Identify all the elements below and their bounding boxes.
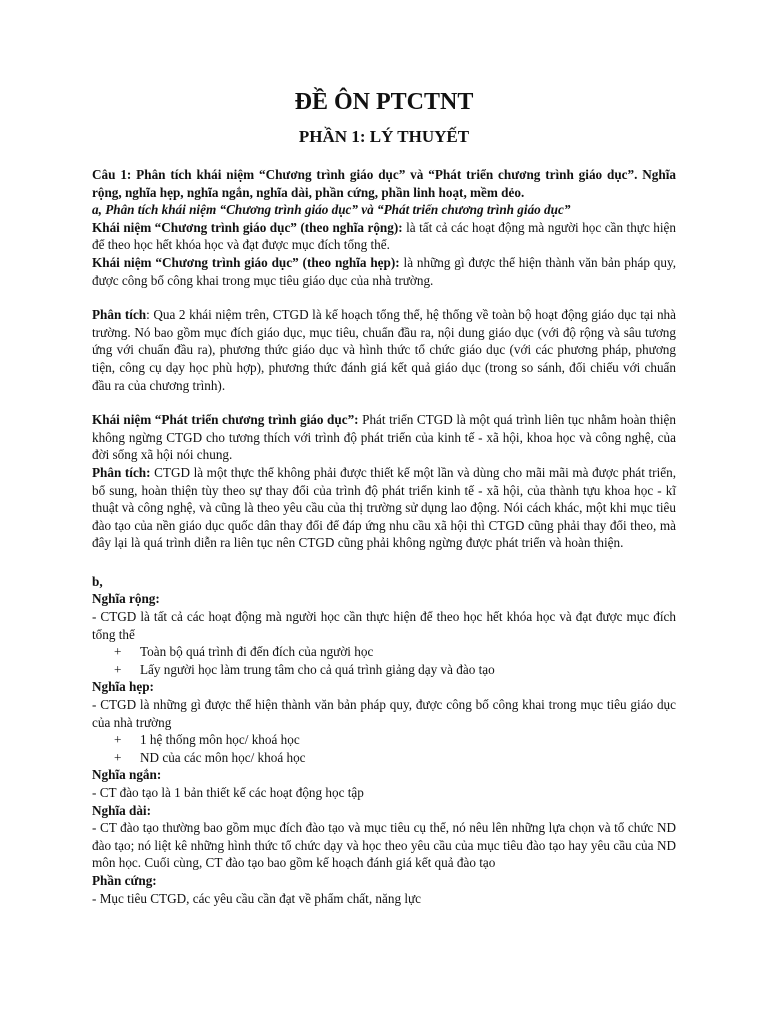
bullet-mark: +	[114, 732, 122, 748]
narrow-meaning-heading: Nghĩa hẹp:	[92, 679, 154, 695]
list-item-text: Lấy người học làm trung tâm cho cả quá trình giảng dạy và đào tạo	[140, 661, 495, 677]
development-text: Phát triển CTGD là một quá trình liên tục nhằm hoàn thiện không ngừng CTGD cho tương thích với trình độ phát triển của kinh tế - xã hội, khoa học và công nghệ, của đời sống xã hội nói chung.	[92, 412, 676, 463]
development-definition	[92, 411, 676, 464]
spacer	[92, 552, 676, 569]
bullet-mark: +	[114, 749, 122, 765]
analysis-text: : Qua 2 khái niệm trên, CTGD là kế hoạch tổng thể, hệ thống về toàn bộ hoạt động giáo dục tại nhà trường. Nó bao gồm mục đích giáo dục, mục tiêu, chuẩn đầu ra, nội dung giáo dục (với độ rộng và sâu tương ứng với chuẩn đầu ra), phương thức giáo dục và hình thức tổ chức giáo dục (với các phương pháp, phương tiện, công cụ dạy học phù hợp), phương thức đánh giá kết quả giáo dục (trong so sánh, đối chiếu với chuẩn đầu ra của chương trình).	[92, 307, 676, 393]
list-item	[92, 749, 676, 767]
list-item	[92, 643, 676, 661]
long-meaning-text: - CT đào tạo thường bao gồm mục đích đào tạo và mục tiêu cụ thể, nó nêu lên những lựa chọn và tổ chức ND đào tạo; nó liệt kê những hình thức tổ chức dạy và học theo yêu cầu của mục tiêu đào tạo hay yêu cầu của ND môn học. Cuối cùng, CT đào tạo bao gồm kế hoạch đánh giá kết quả đào tạo	[92, 820, 676, 871]
definition-narrow	[92, 254, 676, 289]
list-item	[92, 731, 676, 749]
broad-meaning-text: - CTGD là tất cả các hoạt động mà người học cần thực hiện để theo học hết khóa học và đạt được mục đích tổng thể	[92, 609, 676, 642]
long-meaning-heading: Nghĩa dài:	[92, 802, 151, 818]
definition-broad	[92, 219, 676, 254]
question-heading: Câu 1: Phân tích khái niệm “Chương trình giáo dục” và “Phát triển chương trình giáo dục”. Nghĩa rộng, nghĩa hẹp, nghĩa ngắn, nghĩa dài, phần cứng, phần linh hoạt, mềm dẻo.	[92, 167, 676, 200]
hard-part-heading: Phần cứng:	[92, 872, 157, 888]
development-label: Khái niệm “Phát triển chương trình giáo dục”:	[92, 412, 359, 428]
broad-meaning-heading: Nghĩa rộng:	[92, 591, 160, 607]
analysis-text: CTGD là một thực thể không phải được thiết kế một lần và dùng cho mãi mãi mà được phát triển, bổ sung, hoàn thiện tùy theo sự thay đổi của trình độ phát triển kinh tế - xã hội, của thành tựu khoa học - kĩ thuật và công nghệ, và cũng là theo yêu cầu của thị trường sử dụng lao động. Nói cách khác, một khi mục tiêu đào tạo của nền giáo dục quốc dân thay đổi để đáp ứng nhu cầu xã hội thì CTGD cũng phải thay đổi theo, mà đây lại là quá trình diễn ra liên tục nên CTGD cũng phải không ngừng được phát triển và hoàn thiện.	[92, 464, 676, 551]
bullet-mark: +	[114, 644, 122, 660]
list-item	[92, 661, 676, 679]
analysis-label: Phân tích	[92, 307, 147, 323]
definition-narrow-text: là những gì được thể hiện thành văn bản pháp quy, được công bố công khai trong mục tiêu giáo dục của nhà trường.	[92, 254, 677, 288]
document-body	[92, 166, 676, 907]
part-b-label: b,	[92, 573, 103, 589]
short-meaning-text: - CT đào tạo là 1 bản thiết kế các hoạt động học tập	[92, 785, 364, 800]
section-title: PHẦN 1: LÝ THUYẾT	[298, 127, 470, 146]
analysis-label: Phân tích:	[92, 464, 151, 480]
short-meaning-heading: Nghĩa ngắn:	[92, 767, 162, 783]
analysis-paragraph-2	[92, 464, 676, 552]
list-item-text: ND của các môn học/ khoá học	[140, 749, 306, 765]
list-item-text: 1 hệ thống môn học/ khoá học	[140, 732, 300, 748]
analysis-paragraph-1	[92, 306, 676, 394]
list-item-text: Toàn bộ quá trình đi đến đích của người học	[140, 644, 374, 660]
hard-part-text: - Mục tiêu CTGD, các yêu cầu cần đạt về phẩm chất, năng lực	[92, 890, 422, 906]
spacer	[92, 394, 676, 411]
bullet-mark: +	[114, 661, 122, 677]
definition-broad-text: là tất cả các hoạt động mà người học cần thực hiện để theo học hết khóa học và đạt được mục đích tổng thể.	[92, 219, 676, 253]
narrow-meaning-text: - CTGD là những gì được thể hiện thành văn bản pháp quy, được công bố công khai trong mục tiêu giáo dục của nhà trường	[92, 697, 676, 730]
document-title: ĐỀ ÔN PTCTNT	[294, 89, 474, 115]
definition-broad-label: Khái niệm “Chương trình giáo dục” (theo nghĩa rộng):	[92, 219, 403, 235]
subsection-a-heading: a, Phân tích khái niệm “Chương trình giáo dục” và “Phát triển chương trình giáo dục”	[92, 202, 571, 218]
definition-narrow-label: Khái niệm “Chương trình giáo dục” (theo nghĩa hẹp):	[92, 254, 400, 270]
spacer	[92, 289, 676, 306]
